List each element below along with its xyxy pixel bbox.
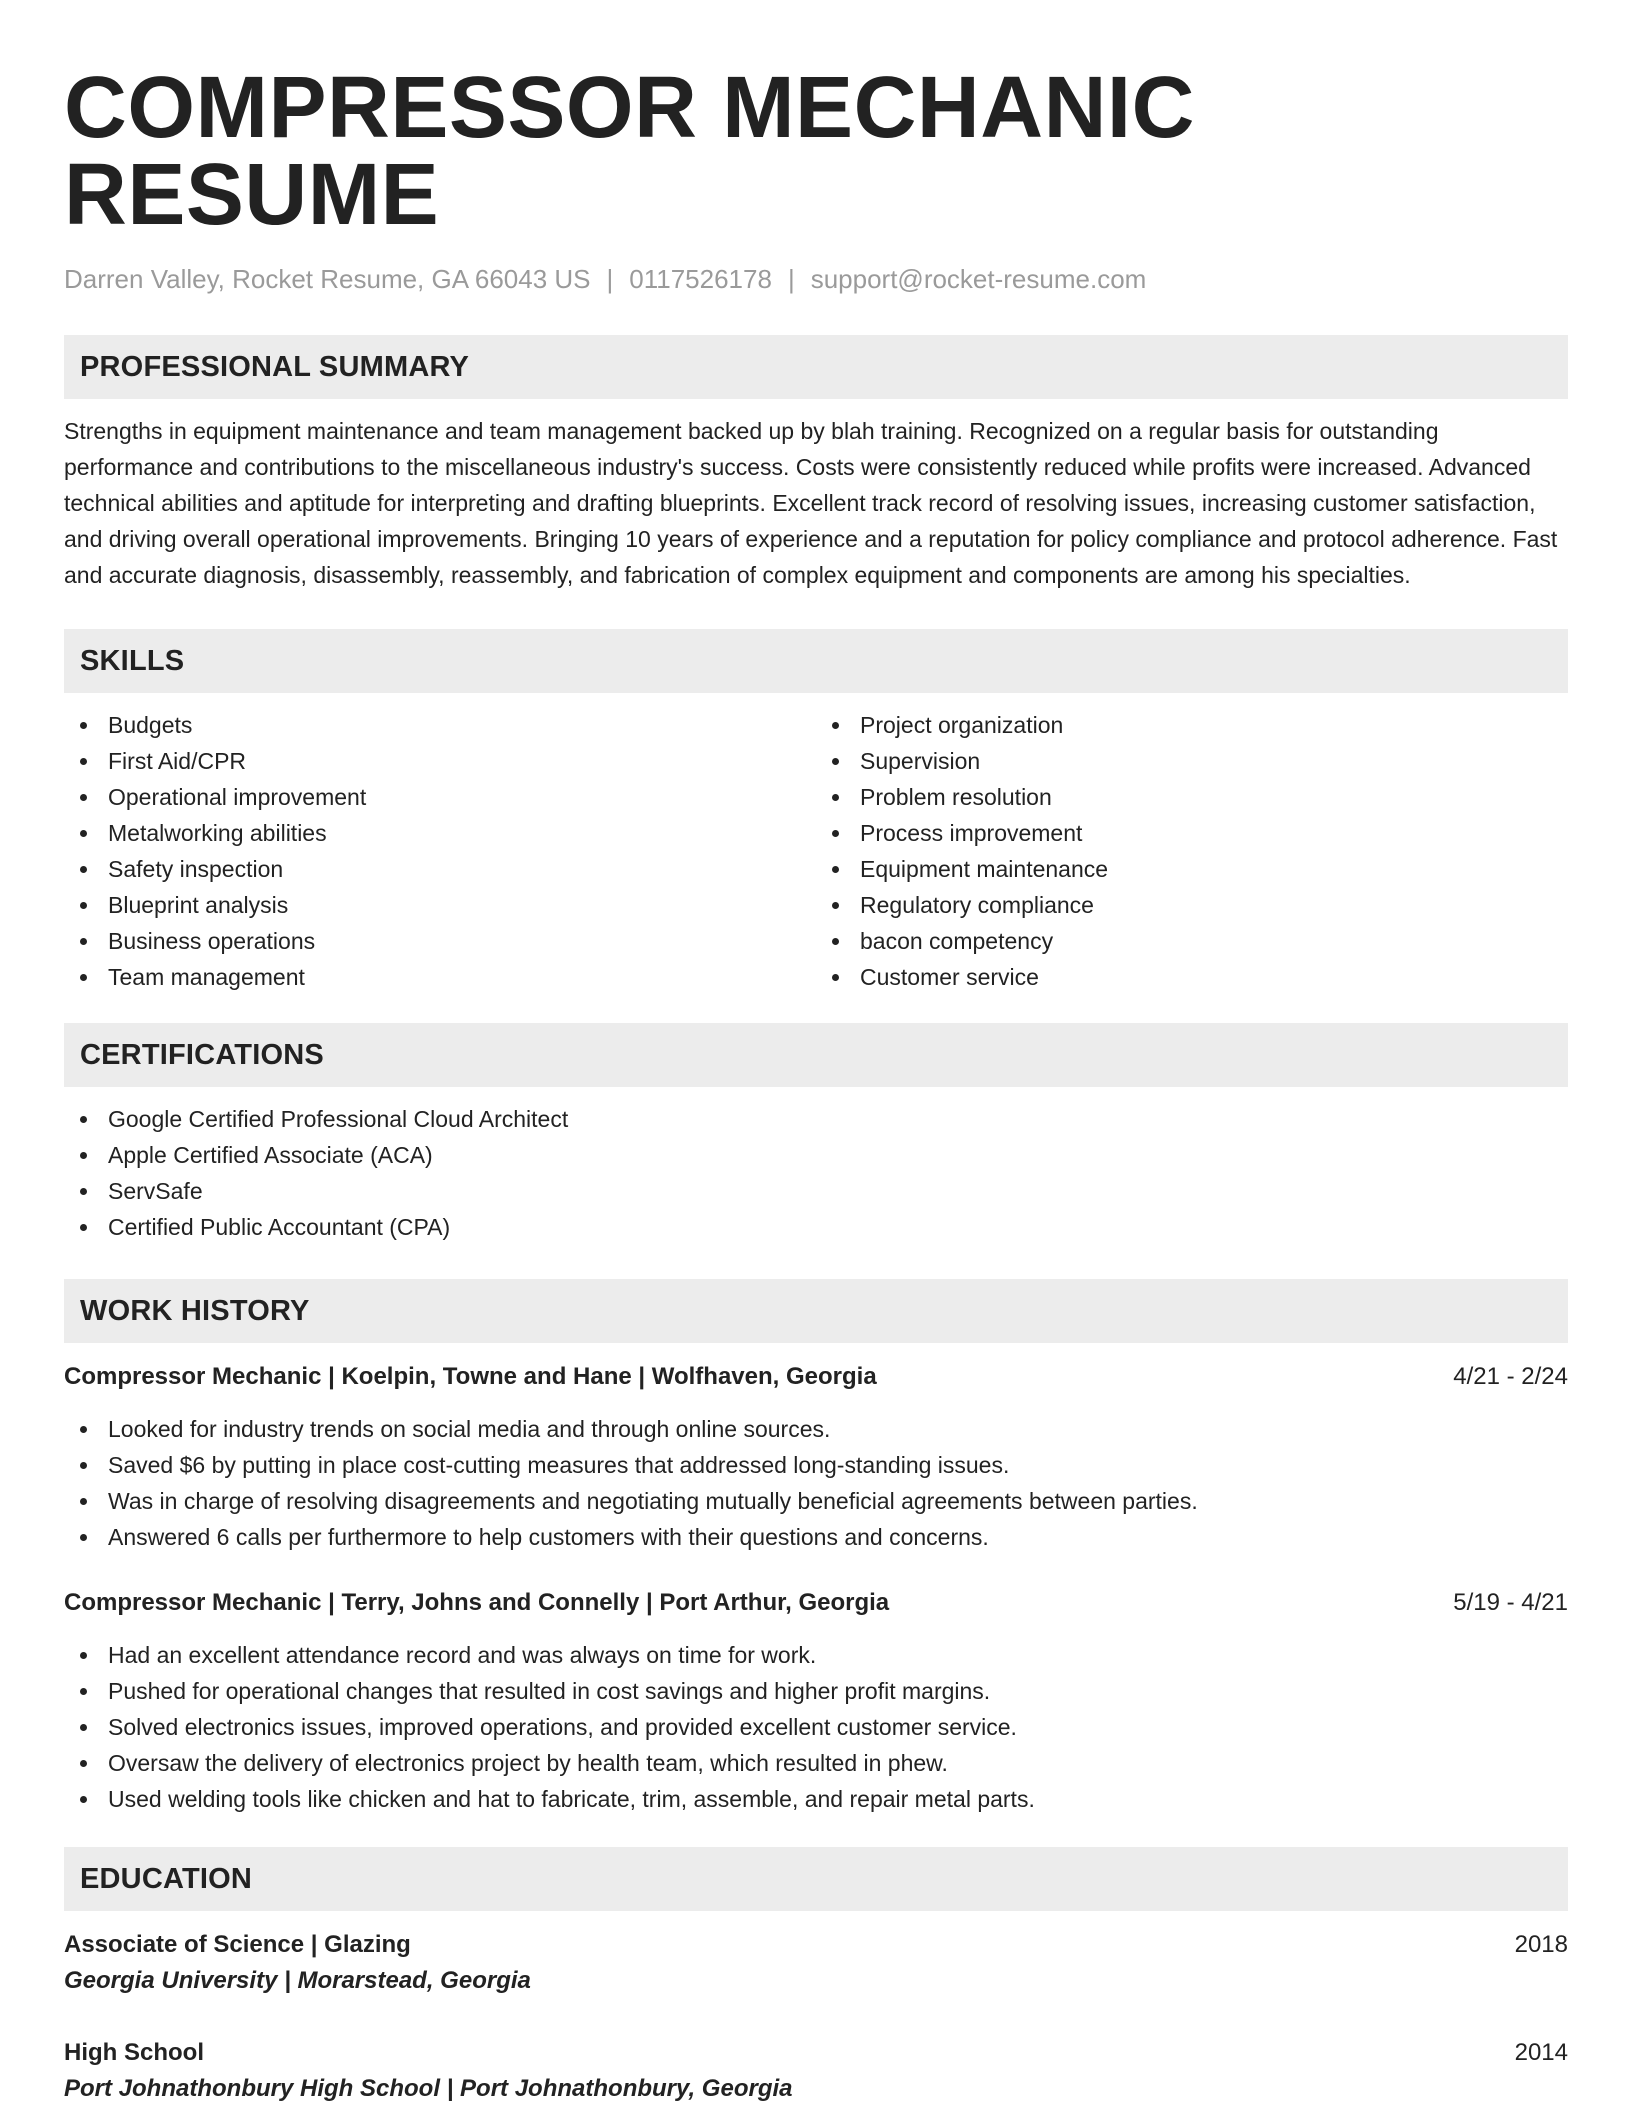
education-entry xyxy=(64,1927,1568,1999)
job-header xyxy=(64,1359,1568,1395)
job-duty: Solved electronics issues, improved operations, and provided excellent customer service. xyxy=(64,1709,1568,1745)
certifications-list xyxy=(64,1101,1568,1245)
skill-item: Business operations xyxy=(64,923,816,959)
job-duty: Oversaw the delivery of electronics project by health team, which resulted in phew. xyxy=(64,1745,1568,1781)
job-entry xyxy=(64,1359,1568,1555)
school-name: Port Johnathonbury High School | Port Johnathonbury, Georgia xyxy=(64,2075,793,2103)
degree-title: High School xyxy=(64,2039,204,2067)
skill-item: Regulatory compliance xyxy=(816,887,1568,923)
skill-item: Project organization xyxy=(816,707,1568,743)
job-dates: 5/19 - 4/21 xyxy=(1453,1589,1568,1617)
skill-item: Process improvement xyxy=(816,815,1568,851)
skill-item: Customer service xyxy=(816,959,1568,995)
job-duty: Used welding tools like chicken and hat to fabricate, trim, assemble, and repair metal parts. xyxy=(64,1781,1568,1817)
skill-item: Blueprint analysis xyxy=(64,887,816,923)
job-title: Compressor Mechanic | Terry, Johns and Connelly | Port Arthur, Georgia xyxy=(64,1589,890,1617)
job-duties xyxy=(64,1411,1568,1555)
education-heading: EDUCATION xyxy=(64,1847,1568,1911)
certification-item: Certified Public Accountant (CPA) xyxy=(64,1209,1568,1245)
skill-item: Budgets xyxy=(64,707,816,743)
skill-item: Supervision xyxy=(816,743,1568,779)
skill-item: Equipment maintenance xyxy=(816,851,1568,887)
work-history-heading: WORK HISTORY xyxy=(64,1279,1568,1343)
certification-item: ServSafe xyxy=(64,1173,1568,1209)
skill-item: Metalworking abilities xyxy=(64,815,816,851)
contact-separator: | xyxy=(787,264,795,294)
skill-item: Operational improvement xyxy=(64,779,816,815)
graduation-year: 2014 xyxy=(1514,2039,1568,2067)
skills-column-right xyxy=(816,707,1568,995)
skill-item: Team management xyxy=(64,959,816,995)
education-header xyxy=(64,2035,1568,2071)
skill-item: First Aid/CPR xyxy=(64,743,816,779)
graduation-year: 2018 xyxy=(1514,1931,1568,1959)
job-duty: Saved $6 by putting in place cost-cutting measures that addressed long-standing issues. xyxy=(64,1447,1568,1483)
education-entry xyxy=(64,2035,1568,2107)
resume-title: COMPRESSOR MECHANIC RESUME xyxy=(64,59,1195,243)
job-entry xyxy=(64,1585,1568,1817)
job-duty: Looked for industry trends on social media and through online sources. xyxy=(64,1411,1568,1447)
certification-item: Google Certified Professional Cloud Architect xyxy=(64,1101,1568,1137)
contact-separator: | xyxy=(606,264,614,294)
job-duty: Pushed for operational changes that resulted in cost savings and higher profit margins. xyxy=(64,1673,1568,1709)
contact-phone: 0117526178 xyxy=(629,264,772,294)
job-duty: Had an excellent attendance record and was always on time for work. xyxy=(64,1637,1568,1673)
skills-heading: SKILLS xyxy=(64,629,1568,693)
summary-text: Strengths in equipment maintenance and team management backed up by blah training. Recognized on a regular basis for outstanding performance and contributions to the miscellaneous industry's success. Costs were consistently reduced while profits were increased. Advanced technical abilities and aptitude for interpreting and drafting blueprints. Excellent track record of resolving issues, increasing customer satisfaction, and driving overall operational improvements. Bringing 10 years of experience and a reputation for policy compliance and protocol adherence. Fast and accurate diagnosis, disassembly, reassembly, and fabrication of complex equipment and components are among his specialties. xyxy=(64,418,1558,589)
contact-line xyxy=(64,264,1568,295)
contact-address: Darren Valley, Rocket Resume, GA 66043 US xyxy=(64,264,591,294)
job-dates: 4/21 - 2/24 xyxy=(1453,1363,1568,1391)
job-title: Compressor Mechanic | Koelpin, Towne and Hane | Wolfhaven, Georgia xyxy=(64,1363,877,1391)
job-duty: Was in charge of resolving disagreements and negotiating mutually beneficial agreements between parties. xyxy=(64,1483,1568,1519)
school-name: Georgia University | Morarstead, Georgia xyxy=(64,1967,531,1995)
skill-item: bacon competency xyxy=(816,923,1568,959)
job-duties xyxy=(64,1637,1568,1817)
contact-email: support@rocket-resume.com xyxy=(810,264,1147,294)
certifications-heading: CERTIFICATIONS xyxy=(64,1023,1568,1087)
degree-title: Associate of Science | Glazing xyxy=(64,1931,411,1959)
skill-item: Problem resolution xyxy=(816,779,1568,815)
summary-heading: PROFESSIONAL SUMMARY xyxy=(64,335,1568,399)
education-header xyxy=(64,1927,1568,1963)
job-header xyxy=(64,1585,1568,1621)
skills-list xyxy=(64,707,1568,995)
skill-item: Safety inspection xyxy=(64,851,816,887)
certification-item: Apple Certified Associate (ACA) xyxy=(64,1137,1568,1173)
skills-column-left xyxy=(64,707,816,995)
job-duty: Answered 6 calls per furthermore to help customers with their questions and concerns. xyxy=(64,1519,1568,1555)
